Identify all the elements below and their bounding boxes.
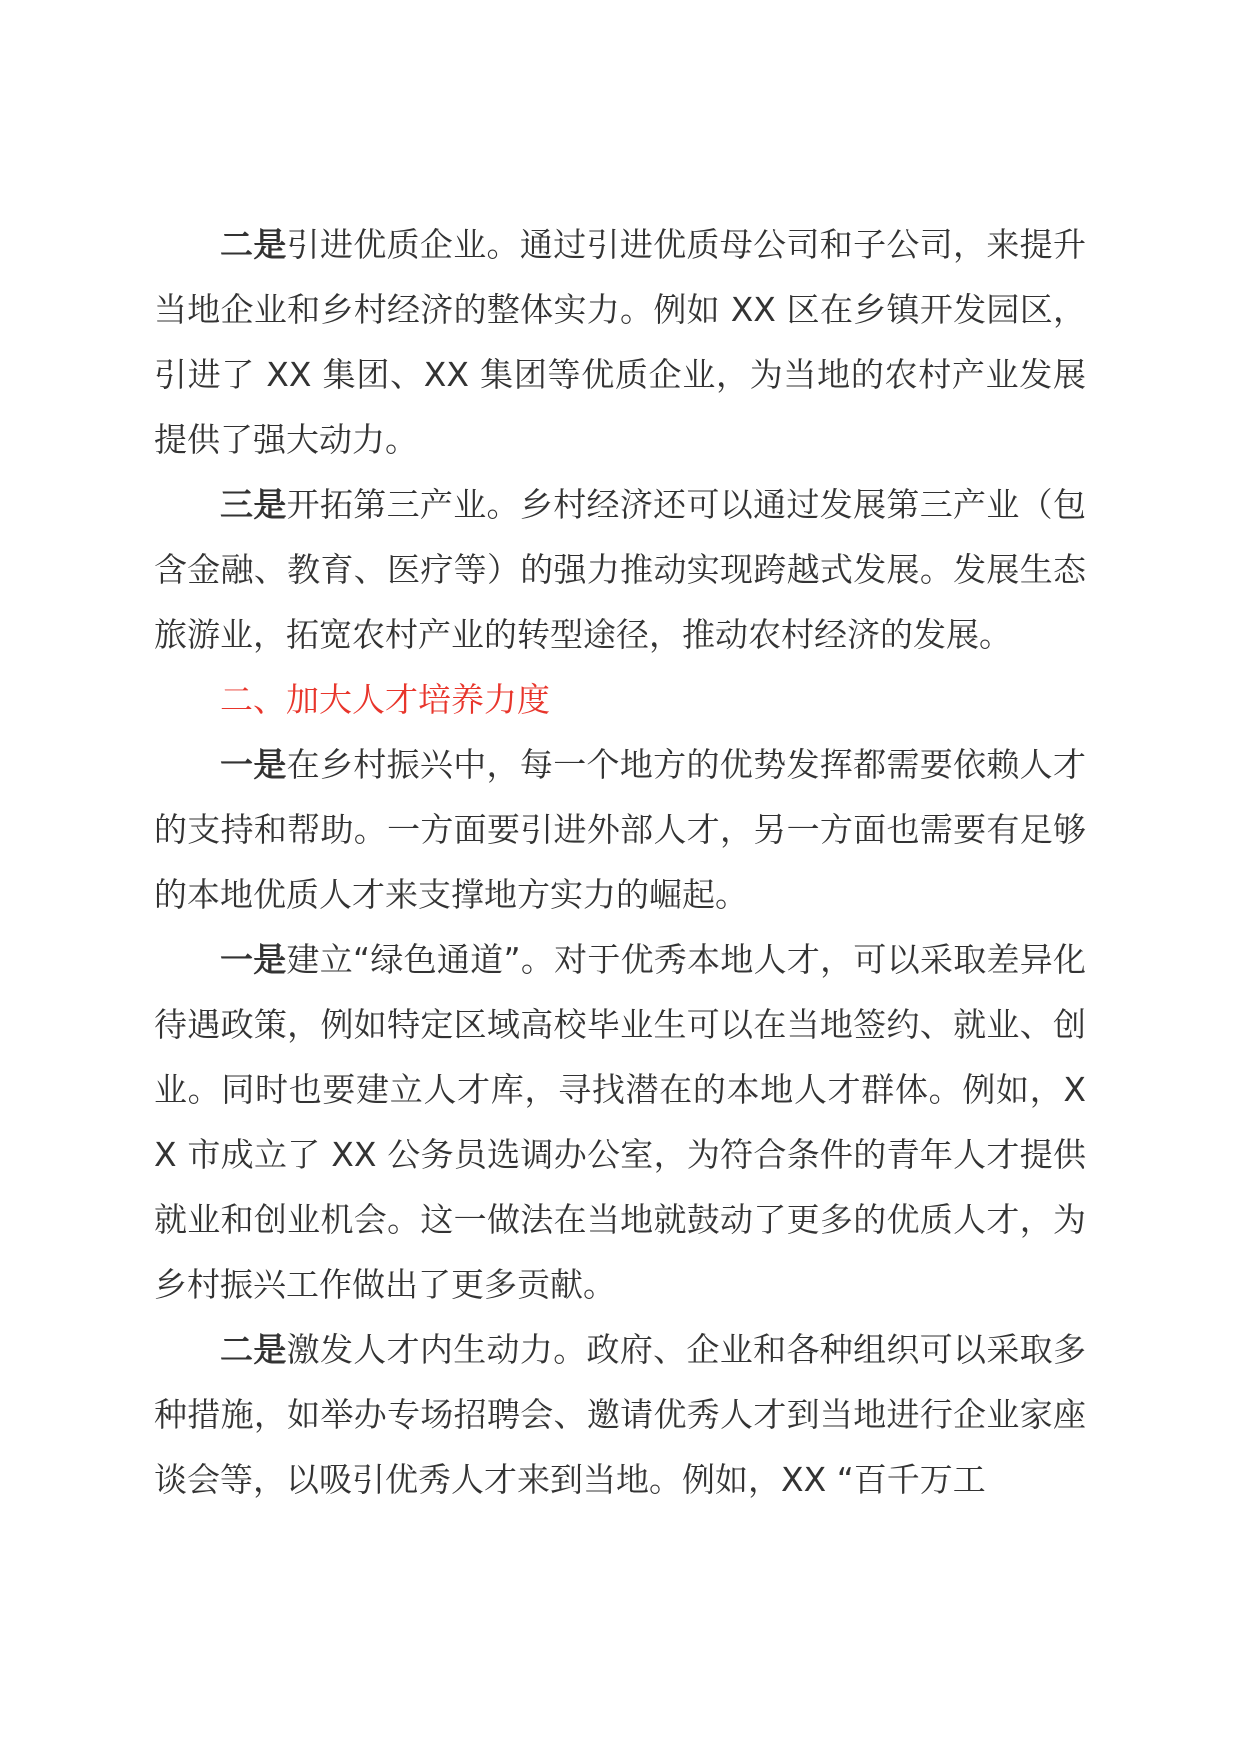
paragraph-lead: 二是 — [220, 1330, 287, 1369]
paragraph-lead: 三是 — [220, 485, 287, 524]
paragraph-tertiary-industry — [154, 472, 1086, 667]
section-heading: 二、加大人才培养力度 — [220, 680, 550, 719]
paragraph-text: 引进优质企业。通过引进优质母公司和子公司，来提升当地企业和乡村经济的整体实力。例如 XX 区在乡镇开发园区，引进了 XX 集团、XX 集团等优质企业，为当地的农村产业发展提供了强大动力。 — [154, 225, 1087, 459]
paragraph-lead: 二是 — [220, 225, 287, 264]
paragraph-text: 在乡村振兴中，每一个地方的优势发挥都需要依赖人才的支持和帮助。一方面要引进外部人才，另一方面也需要有足够的本地优质人才来支撑地方实力的崛起。 — [154, 745, 1087, 914]
document-page — [154, 212, 1086, 1512]
paragraph-green-channel — [154, 927, 1086, 1317]
paragraph-enterprise — [154, 212, 1086, 472]
paragraph-text: 建立“绿色通道”。对于优秀本地人才，可以采取差异化待遇政策，例如特定区域高校毕业生可以在当地签约、就业、创业。同时也要建立人才库，寻找潜在的本地人才群体。例如，XX 市成立了 XX 公务员选调办公室，为符合条件的青年人才提供就业和创业机会。这一做法在当地就鼓动了更多的优质人才，为乡村振兴工作做出了更多贡献。 — [154, 940, 1086, 1304]
paragraph-text: 开拓第三产业。乡村经济还可以通过发展第三产业（包含金融、教育、医疗等）的强力推动实现跨越式发展。发展生态旅游业，拓宽农村产业的转型途径，推动农村经济的发展。 — [154, 485, 1087, 654]
paragraph-text: 激发人才内生动力。政府、企业和各种组织可以采取多种措施，如举办专场招聘会、邀请优秀人才到当地进行企业家座谈会等，以吸引优秀人才来到当地。例如，XX “百千万工 — [154, 1330, 1087, 1499]
paragraph-talent-support — [154, 732, 1086, 927]
paragraph-lead: 一是 — [220, 745, 287, 784]
paragraph-talent-motivation — [154, 1317, 1086, 1512]
paragraph-lead: 一是 — [220, 940, 287, 979]
